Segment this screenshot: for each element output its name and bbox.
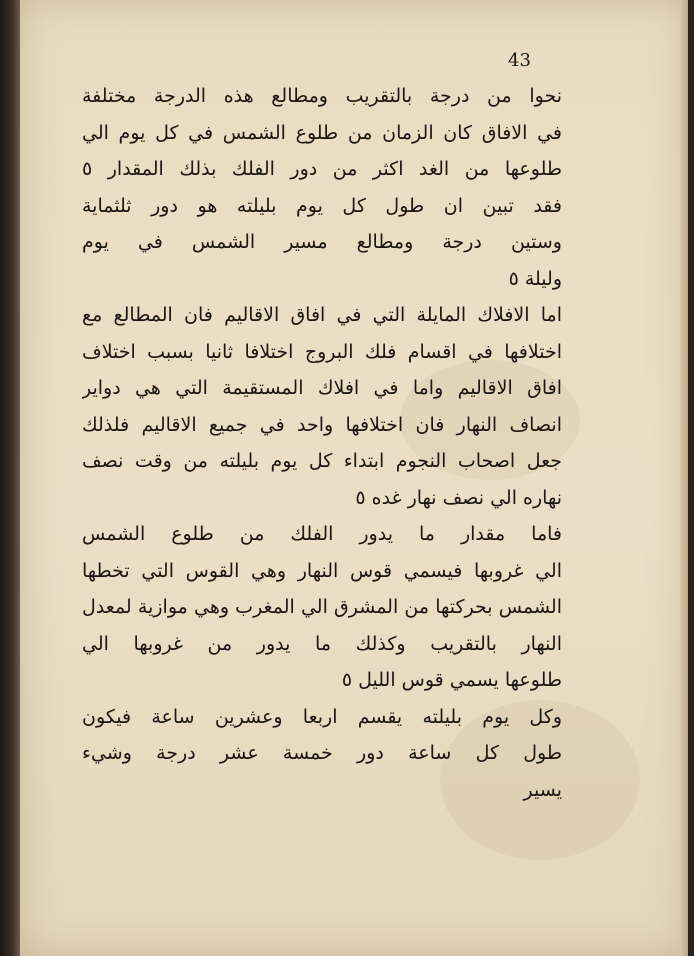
page-right-edge — [680, 0, 688, 956]
text-line: وليلة ٥ — [508, 267, 562, 290]
text-line: طلوعها يسمي قوس الليل ٥ — [341, 669, 562, 691]
text-line: افاق الاقاليم واما في افلاك المستقيمة التي هي دواير — [82, 377, 562, 399]
book-binding-edge — [0, 0, 20, 956]
text-line: اما الافلاك المايلة التي في افاق الاقاليم فان المطالع مع — [82, 304, 562, 326]
text-line: وكل يوم بليلته يقسم اربعا وعشرين ساعة فيكون — [82, 705, 562, 728]
text-line: يسير — [523, 778, 562, 801]
text-line: انصاف النهار فان اختلافها واحد في جميع الاقاليم فلذلك — [82, 413, 562, 436]
text-line: الي غروبها فيسمي قوس النهار وهي القوس التي تخطها — [82, 559, 562, 582]
text-line: وستين درجة ومطالع مسير الشمس في يوم — [82, 231, 562, 253]
text-line: طول كل ساعة دور خمسة عشر درجة وشيء — [82, 742, 562, 764]
text-line: فاما مقدار ما يدور الفلك من طلوع الشمس — [82, 523, 562, 545]
page-number: 43 — [508, 50, 531, 71]
text-line: اختلافها في اقسام فلك البروج اختلافا ثانيا بسبب اختلاف — [82, 340, 562, 363]
text-line: فقد تبين ان طول كل يوم بليلته هو دور ثلثماية — [82, 194, 562, 217]
text-line: طلوعها من الغد اكثر من دور الفلك بذلك المقدار ٥ — [82, 158, 562, 180]
text-line: النهار بالتقريب وكذلك ما يدور من غروبها الي — [82, 632, 562, 655]
text-line: نحوا من درجة بالتقريب ومطالع هذه الدرجة مختلفة — [82, 85, 562, 107]
page-text-block — [82, 78, 562, 808]
text-line: جعل اصحاب النجوم ابتداء كل يوم بليلته من وقت نصف — [82, 450, 562, 472]
manuscript-page — [20, 0, 688, 956]
text-line: في الافاق كان الزمان من طلوع الشمس في كل يوم الي — [82, 121, 562, 144]
text-line: نهاره الي نصف نهار غده ٥ — [355, 486, 562, 509]
text-line: الشمس بحركتها من المشرق الي المغرب وهي موازية لمعدل — [82, 596, 562, 618]
